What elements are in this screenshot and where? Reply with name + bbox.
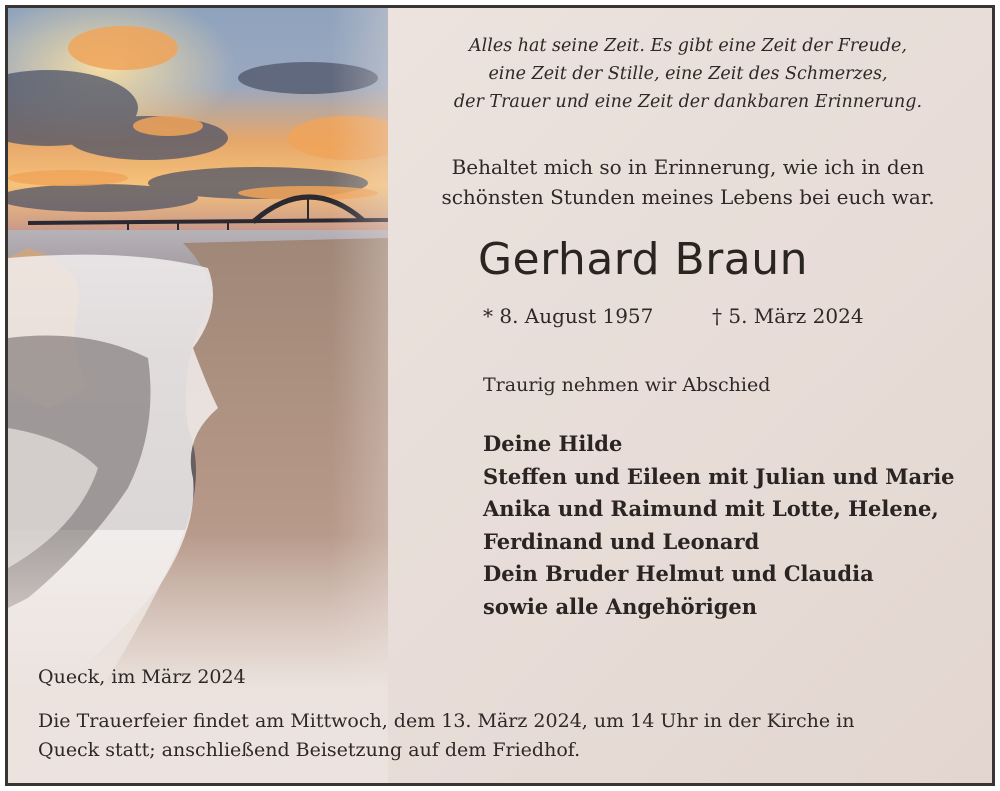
funeral-line: Queck statt; anschließend Beisetzung auf dem Friedhof.: [38, 739, 581, 761]
motto-line: Behaltet mich so in Erinnerung, wie ich in den: [451, 155, 925, 179]
mourner-line: Steffen und Eileen mit Julian und Marie: [483, 463, 955, 489]
place-date: Queck, im März 2024: [38, 666, 246, 688]
quote-line: der Trauer und eine Zeit der dankbaren Erinnerung.: [453, 92, 923, 112]
mourners-list: [483, 428, 955, 623]
mourner-line: Deine Hilde: [483, 431, 623, 456]
mourner-line: Dein Bruder Helmut und Claudia: [483, 561, 874, 586]
quote-line: eine Zeit der Stille, eine Zeit des Schmerzes,: [488, 64, 888, 84]
quote-block: [408, 32, 968, 116]
funeral-info: [38, 707, 968, 765]
mourner-line: sowie alle Angehörigen: [483, 593, 758, 619]
farewell-text: Traurig nehmen wir Abschied: [483, 374, 771, 396]
mourner-line: Anika und Raimund mit Lotte, Helene,: [483, 496, 939, 521]
death-date: † 5. März 2024: [712, 304, 864, 328]
deceased-name: Gerhard Braun: [477, 234, 809, 285]
obituary-notice: [5, 5, 995, 786]
motto-line: schönsten Stunden meines Lebens bei euch war.: [441, 185, 935, 209]
birth-date: * 8. August 1957: [483, 304, 654, 328]
mourner-line: Ferdinand und Leonard: [483, 528, 760, 554]
motto-block: [408, 152, 968, 212]
funeral-line: Die Trauerfeier findet am Mittwoch, dem 13. März 2024, um 14 Uhr in der Kirche in: [38, 710, 855, 732]
quote-line: Alles hat seine Zeit. Es gibt eine Zeit der Freude,: [469, 36, 907, 56]
